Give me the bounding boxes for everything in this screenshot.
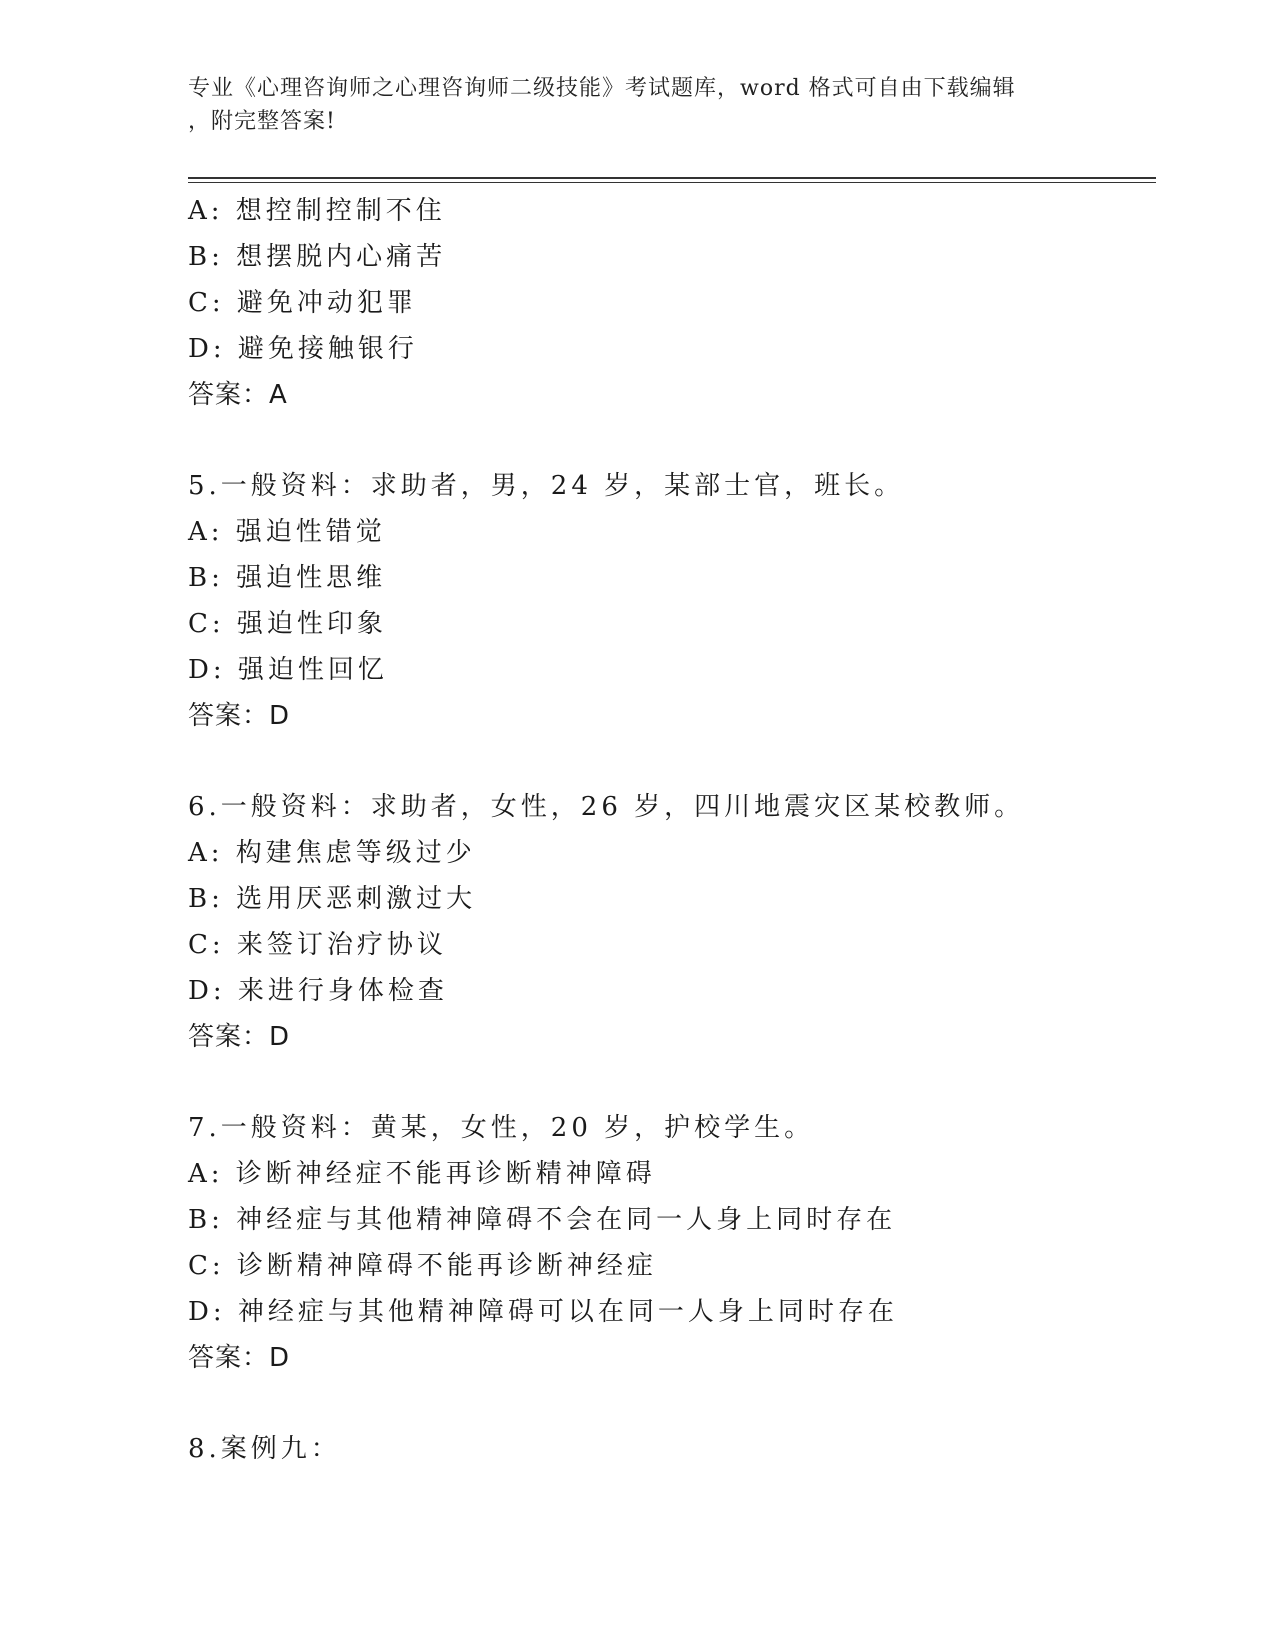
answer-line: 答案：A	[188, 380, 288, 410]
question-block-7	[188, 1105, 1156, 1381]
question-text: 6.一般资料：求助者，女性，26 岁，四川地震灾区某校教师。	[188, 792, 1025, 822]
option-b: B: 想摆脱内心痛苦	[188, 242, 447, 272]
question-text: 8.案例九：	[188, 1434, 341, 1464]
header-divider-thick	[188, 177, 1156, 179]
option-c: C: 强迫性印象	[188, 609, 387, 639]
document-header	[188, 72, 1088, 138]
header-divider-thin	[188, 182, 1156, 183]
spacer	[188, 739, 1156, 784]
option-a: A: 想控制控制不住	[188, 196, 446, 226]
option-b: B: 神经症与其他精神障碍不会在同一人身上同时存在	[188, 1205, 897, 1235]
question-block-5	[188, 463, 1156, 739]
option-b: B: 选用厌恶刺激过大	[188, 884, 477, 914]
option-a: A: 强迫性错觉	[188, 517, 386, 547]
question-text: 7.一般资料：黄某，女性，20 岁，护校学生。	[188, 1113, 815, 1143]
option-c: C: 诊断精神障碍不能再诊断神经症	[188, 1251, 657, 1281]
question-block-8	[188, 1426, 1156, 1472]
question-block-4	[188, 188, 1156, 418]
option-d: D: 强迫性回忆	[188, 655, 388, 685]
spacer	[188, 1060, 1156, 1105]
option-c: C: 避免冲动犯罪	[188, 288, 417, 318]
option-d: D: 神经症与其他精神障碍可以在同一人身上同时存在	[188, 1297, 898, 1327]
option-a: A: 构建焦虑等级过少	[188, 838, 476, 868]
answer-line: 答案：D	[188, 701, 291, 731]
header-line-1: 专业《心理咨询师之心理咨询师二级技能》考试题库，word 格式可自由下载编辑	[188, 76, 1016, 101]
answer-line: 答案：D	[188, 1022, 291, 1052]
question-list	[188, 188, 1156, 1472]
option-d: D: 来进行身体检查	[188, 976, 448, 1006]
option-c: C: 来签订治疗协议	[188, 930, 447, 960]
spacer	[188, 1381, 1156, 1426]
option-d: D: 避免接触银行	[188, 334, 418, 364]
question-text: 5.一般资料：求助者，男，24 岁，某部士官，班长。	[188, 471, 905, 501]
spacer	[188, 418, 1156, 463]
header-line-2: ，附完整答案!	[188, 109, 336, 134]
answer-line: 答案：D	[188, 1343, 291, 1373]
option-b: B: 强迫性思维	[188, 563, 387, 593]
option-a: A: 诊断神经症不能再诊断精神障碍	[188, 1159, 656, 1189]
question-block-6	[188, 784, 1156, 1060]
